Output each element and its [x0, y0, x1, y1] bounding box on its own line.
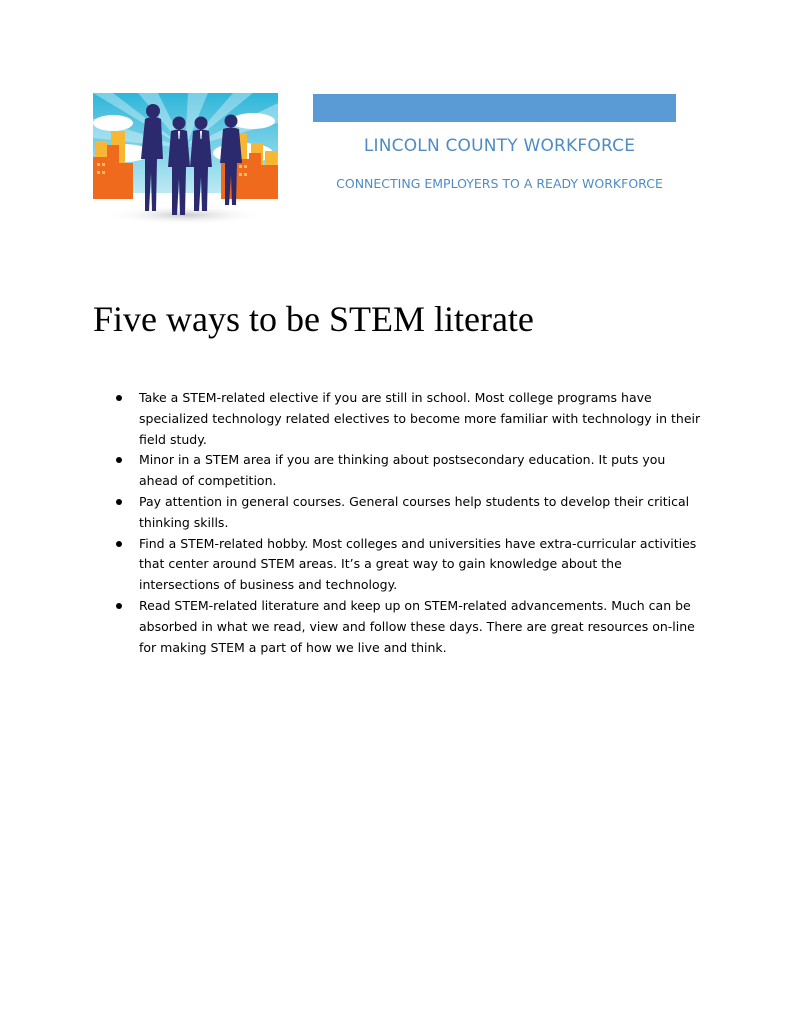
header-accent-bar — [313, 94, 676, 122]
list-item — [116, 596, 706, 658]
list-item-text: Minor in a STEM area if you are thinking about postsecondary education. It puts you ahead of competition. — [139, 452, 666, 489]
page-title: Five ways to be STEM literate — [93, 299, 534, 339]
organization-name: LINCOLN COUNTY WORKFORCE — [363, 136, 636, 156]
list-item — [116, 450, 706, 492]
list-item-text: Read STEM-related literature and keep up on STEM-related advancements. Much can be absorbed in what we read, view and follow these days. There are great resources on-line for making STEM a part of how we live and think. — [139, 597, 695, 655]
list-item — [116, 388, 706, 450]
bullet-icon — [116, 603, 122, 609]
bullet-icon — [116, 541, 122, 547]
organization-tagline: CONNECTING EMPLOYERS TO A READY WORKFORCE — [336, 176, 663, 191]
list-item — [116, 534, 706, 596]
list-item-text: Find a STEM-related hobby. Most colleges and universities have extra-curricular activities that center around STEM areas. It’s a great way to gain knowledge about the intersections of business and technology. — [139, 535, 697, 593]
bullet-icon — [116, 499, 122, 505]
bullet-icon — [116, 395, 122, 401]
list-item-text: Take a STEM-related elective if you are still in school. Most college programs have specialized technology related electives to become more familiar with technology in their field study. — [139, 390, 701, 447]
bullet-icon — [116, 457, 122, 463]
stem-tips-list — [116, 388, 706, 658]
business-people-skyline-logo — [93, 93, 278, 228]
list-item — [116, 492, 706, 534]
list-item-text: Pay attention in general courses. General courses help students to develop their critical thinking skills. — [139, 493, 690, 530]
